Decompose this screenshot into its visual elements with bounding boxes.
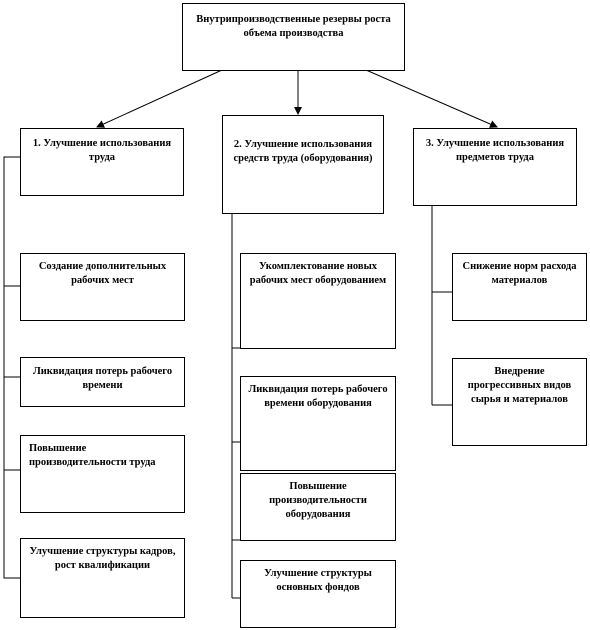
root-label: Внутрипроизводственные резервы роста объема производства [196, 14, 391, 40]
column-header-materials [413, 128, 577, 206]
arrow-to-col1 [97, 70, 222, 127]
root-box [182, 3, 405, 71]
col2-item: Ликвидация потерь рабочего времени оборудования [240, 376, 396, 471]
col3-item: Снижение норм расхода материалов [452, 253, 587, 321]
col2-item: Улучшение структуры основных фондов [240, 560, 396, 628]
col1-item: Создание дополнительных рабочих мест [20, 253, 185, 321]
header-label: 1. Улучшение использования труда [32, 138, 172, 164]
col1-item: Повышение производительности труда [20, 435, 185, 513]
col1-item: Ликвидация потерь рабочего времени [20, 357, 185, 407]
col1-bracket [4, 157, 20, 578]
col3-item: Внедрение прогрессивных видов сырья и материалов [452, 358, 587, 446]
header-label: 2. Улучшение использования средств труда (оборудования) [233, 139, 373, 165]
col1-item: Улучшение структуры кадров, рост квалификации [20, 538, 185, 618]
col2-item: Укомплектование новых рабочих мест оборудованием [240, 253, 396, 349]
column-header-labor [20, 128, 184, 196]
arrow-to-col3 [366, 70, 497, 127]
col2-item: Повышение производительности оборудования [240, 473, 396, 541]
header-label: 3. Улучшение использования предметов труда [425, 138, 565, 164]
column-header-equipment [222, 115, 384, 214]
